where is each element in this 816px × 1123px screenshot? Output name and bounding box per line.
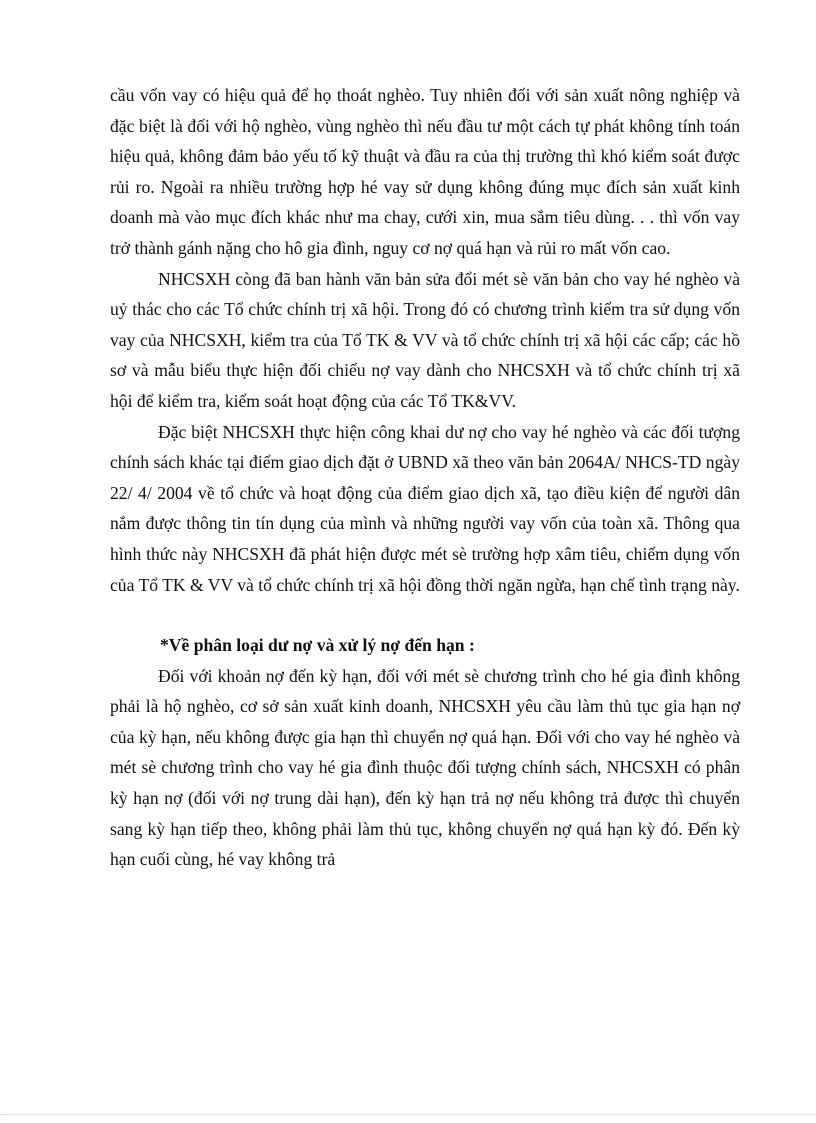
paragraph-loan-risks: cầu vốn vay có hiệu quả để họ thoát nghèo. Tuy nhiên đối với sản xuất nông nghiệp và đặc biệt là đối với hộ nghèo, vùng nghèo thì nếu đầu tư một cách tự phát không tính toán hiệu quả, không đảm bảo yếu tố kỹ thuật và đầu ra của thị trường thì khó kiểm soát được rủi ro. Ngoài ra nhiều trường hợp hé vay sử dụng không đúng mục đích sản xuất kinh doanh mà vào mục đích khác như ma chay, cưới xin, mua sắm tiêu dùng. . . thì vốn vay trở thành gánh nặng cho hô gia đình, nguy cơ nợ quá hạn và rủi ro mất vốn cao. <box>110 85 740 258</box>
section-heading: *Về phân loại dư nợ và xử lý nợ đến hạn : <box>160 635 475 656</box>
paragraph-public-disclosure: Đặc biệt NHCSXH thực hiện công khai dư nợ cho vay hé nghèo và các đối tượng chính sách khác tại điểm giao dịch đặt ở UBND xã theo văn bản 2064A/ NHCS-TD ngày 22/ 4/ 2004 về tổ chức và hoạt động của điểm giao dịch xã, tạo điều kiện để người dân nắm được thông tin tín dụng của mình và những người vay vốn của toàn xã. Thông qua hình thức này NHCSXH đã phát hiện được mét sè trường hợp xâm tiêu, chiếm dụng vốn của Tổ TK & VV và tổ chức chính trị xã hội đồng thời ngăn ngừa, hạn chế tình trạng này. <box>110 421 740 595</box>
page-bottom-border <box>0 1114 816 1115</box>
paragraph-nhcsxh-regulations: NHCSXH còng đã ban hành văn bản sửa đổi mét sè văn bản cho vay hé nghèo và uỷ thác cho các Tổ chức chính trị xã hội. Trong đó có chương trình kiểm tra sử dụng vốn vay của NHCSXH, kiểm tra của Tổ TK & VV và tổ chức chính trị xã hội các cấp; các hồ sơ và mẫu biểu thực hiện đối chiếu nợ vay dành cho NHCSXH và tổ chức chính trị xã hội để kiểm tra, kiểm soát hoạt động của các Tổ TK&VV. <box>110 268 740 411</box>
paragraph-due-debt-handling: Đối với khoản nợ đến kỳ hạn, đối với mét sè chương trình cho hé gia đình không phải là hộ nghèo, cơ sở sản xuất kinh doanh, NHCSXH yêu cầu làm thủ tục gia hạn nợ của kỳ hạn, nếu không được gia hạn thì chuyển nợ quá hạn. Đối với cho vay hé nghèo và mét sè chương trình cho vay hé gia đình thuộc đối tượng chính sách, NHCSXH có phân kỳ hạn nợ (đối với nợ trung dài hạn), đến kỳ hạn trả nợ nếu không trả được thì chuyển sang kỳ hạn tiếp theo, không phải làm thủ tục, không chuyển nợ quá hạn kỳ đó. Đến kỳ hạn cuối cùng, hé vay không trả <box>110 665 740 870</box>
document-body <box>110 80 740 875</box>
